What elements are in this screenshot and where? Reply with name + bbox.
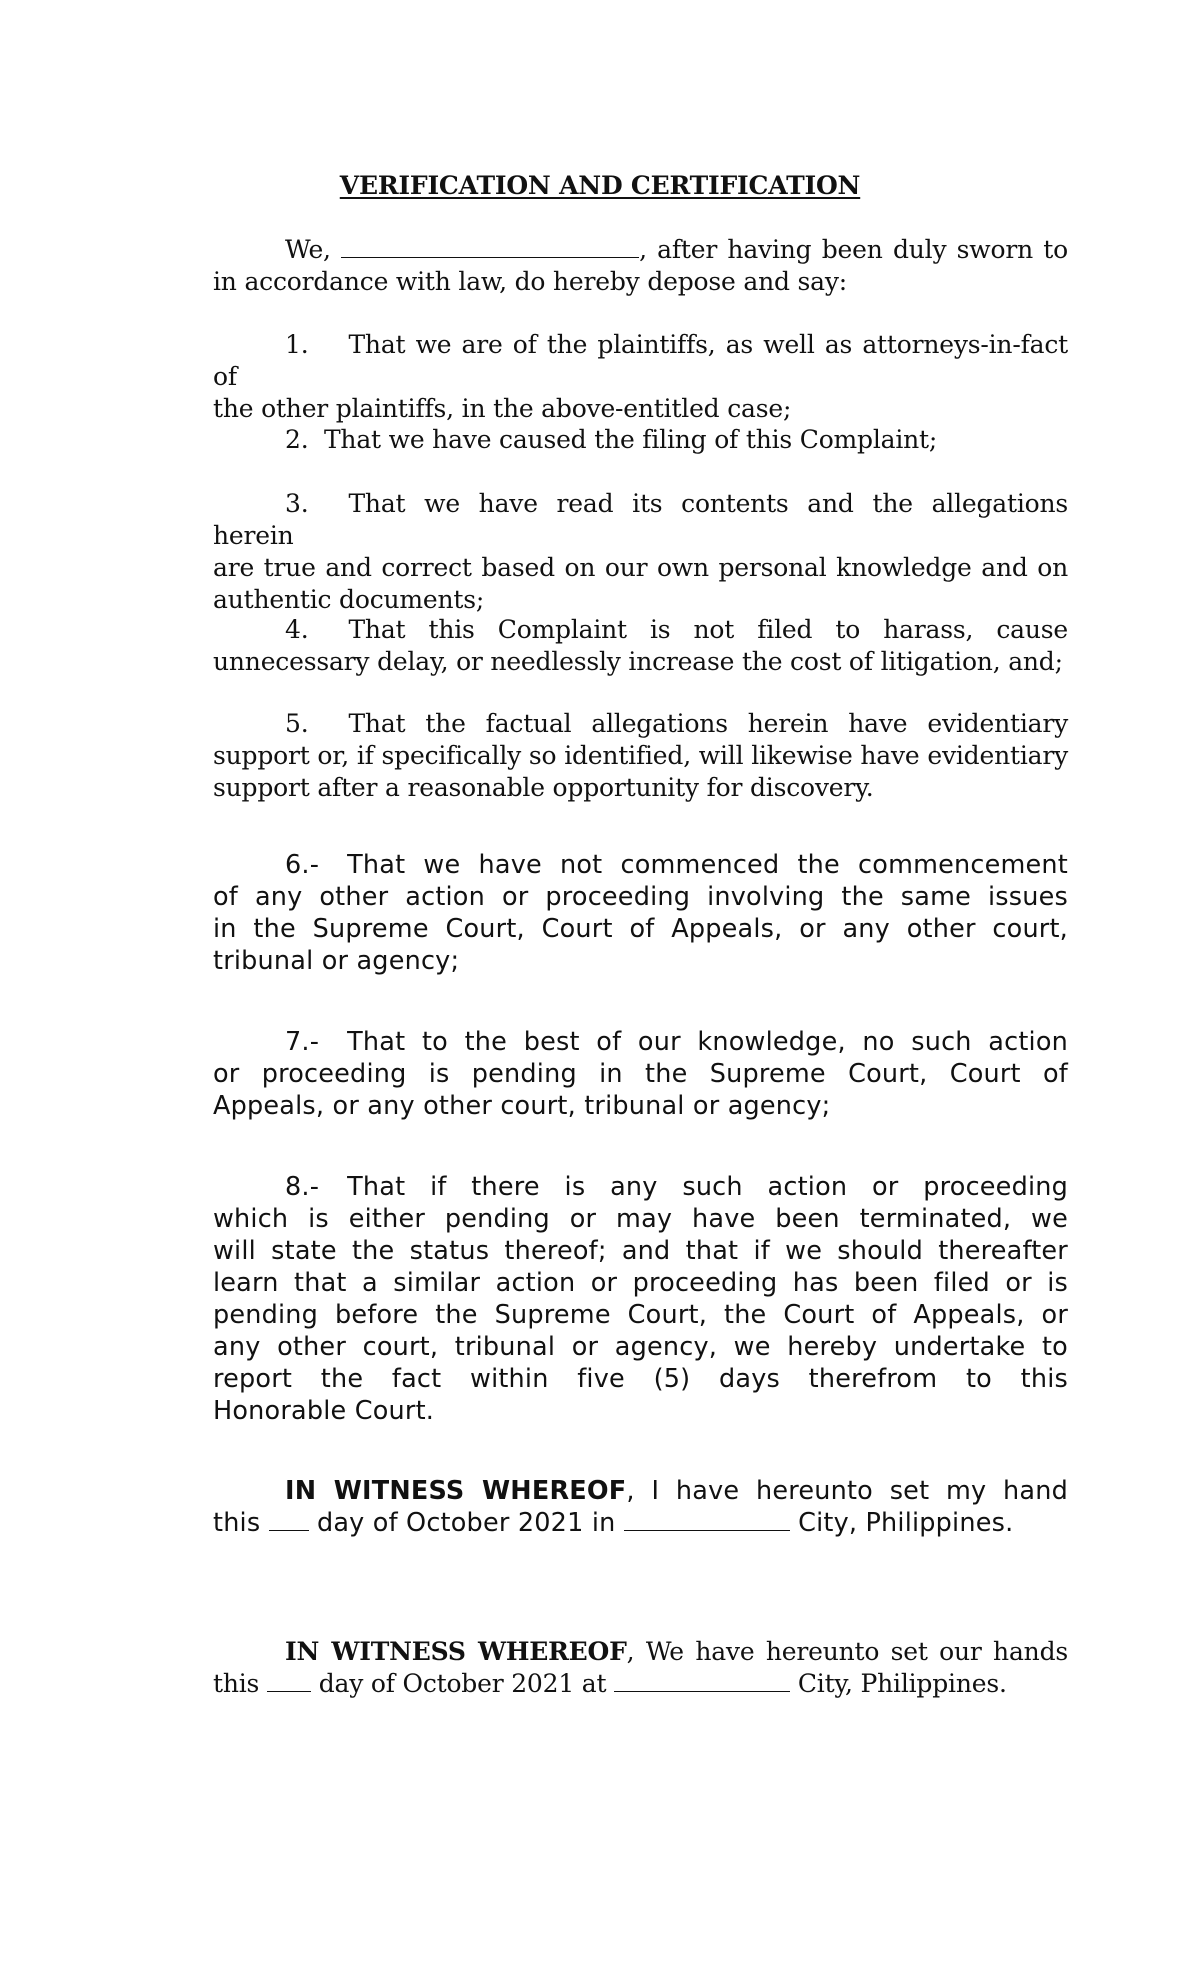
paragraph-text: support or, if specifically so identified, will likewise have evidentiary (213, 741, 1068, 770)
paragraph-4 (213, 614, 1068, 678)
paragraph-text: any other court, tribunal or agency, we hereby undertake to (213, 1332, 1068, 1362)
paragraph-text: support after a reasonable opportunity for discovery. (213, 773, 874, 802)
city-blank (614, 1669, 790, 1692)
paragraph-number: 8.- (285, 1172, 320, 1202)
paragraph-text: will state the status thereof; and that if we should thereafter (213, 1236, 1068, 1266)
name-blank (341, 235, 639, 258)
paragraph-number: 6.- (285, 850, 320, 880)
paragraph-text: That we have caused the filing of this Complaint; (323, 425, 938, 454)
paragraph-text: That we are of the plaintiffs, as well as attorneys-in-fact of (213, 330, 1068, 391)
paragraph-text: That this Complaint is not filed to harass, cause (348, 615, 1068, 644)
paragraph-number: 2. (285, 425, 309, 454)
witness-text: , We have hereunto set our hands (626, 1637, 1068, 1666)
paragraph-text: are true and correct based on our own personal knowledge and on (213, 553, 1068, 582)
paragraph-text: Honorable Court. (213, 1396, 435, 1426)
witness-day: day of October 2021 in (316, 1508, 616, 1538)
intro-paragraph (213, 234, 1068, 298)
paragraph-text: learn that a similar action or proceeding has been filed or is (213, 1268, 1068, 1298)
paragraph-text: That we have not commenced the commencement (347, 850, 1068, 880)
intro-we: We, (285, 235, 331, 264)
paragraph-text: the other plaintiffs, in the above-entitled case; (213, 394, 792, 423)
document-title: VERIFICATION AND CERTIFICATION (339, 171, 861, 200)
paragraph-text: which is either pending or may have been terminated, we (213, 1204, 1068, 1234)
paragraph-number: 7.- (285, 1027, 320, 1057)
day-blank (269, 1508, 309, 1531)
paragraph-text: tribunal or agency; (213, 946, 460, 976)
paragraph-number: 4. (285, 615, 309, 644)
paragraph-text: pending before the Supreme Court, the Court of Appeals, or (213, 1300, 1068, 1330)
paragraph-3 (213, 488, 1068, 616)
witness-heading: IN WITNESS WHEREOF (285, 1476, 627, 1506)
paragraph-text: report the fact within five (5) days therefrom to this (213, 1364, 1068, 1394)
paragraph-text: That we have read its contents and the allegations herein (213, 489, 1068, 550)
paragraph-text: That if there is any such action or proceeding (347, 1172, 1068, 1202)
witness-text: , I have hereunto set my hand (626, 1476, 1068, 1506)
paragraph-text: That the factual allegations herein have evidentiary (348, 709, 1068, 738)
paragraph-text: or proceeding is pending in the Supreme Court, Court of (213, 1059, 1068, 1089)
intro-line-2: in accordance with law, do hereby depose and say: (213, 267, 847, 296)
paragraph-5 (213, 708, 1068, 804)
paragraph-text: unnecessary delay, or needlessly increase the cost of litigation, and; (213, 647, 1063, 676)
paragraph-7 (213, 1026, 1068, 1122)
paragraph-8 (213, 1171, 1068, 1427)
witness-heading: IN WITNESS WHEREOF (285, 1637, 627, 1666)
city-blank (624, 1508, 790, 1531)
witness-clause-1 (213, 1475, 1068, 1539)
paragraph-text: of any other action or proceeding involving the same issues (213, 882, 1068, 912)
paragraph-number: 3. (285, 489, 309, 518)
witness-day: day of October 2021 at (318, 1669, 607, 1698)
paragraph-2 (213, 424, 1068, 456)
witness-city: City, Philippines. (798, 1508, 1014, 1538)
paragraph-6 (213, 849, 1068, 977)
paragraph-text: authentic documents; (213, 585, 485, 614)
paragraph-text: That to the best of our knowledge, no such action (347, 1027, 1068, 1057)
paragraph-1 (213, 329, 1068, 425)
day-blank (267, 1669, 311, 1692)
paragraph-number: 1. (285, 330, 309, 359)
paragraph-text: Appeals, or any other court, tribunal or agency; (213, 1091, 831, 1121)
intro-after: , after having been duly sworn to (639, 235, 1069, 264)
witness-clause-2 (213, 1636, 1068, 1700)
witness-city: City, Philippines. (797, 1669, 1007, 1698)
paragraph-number: 5. (285, 709, 309, 738)
witness-this: this (213, 1508, 261, 1538)
paragraph-text: in the Supreme Court, Court of Appeals, or any other court, (213, 914, 1068, 944)
witness-this: this (213, 1669, 260, 1698)
